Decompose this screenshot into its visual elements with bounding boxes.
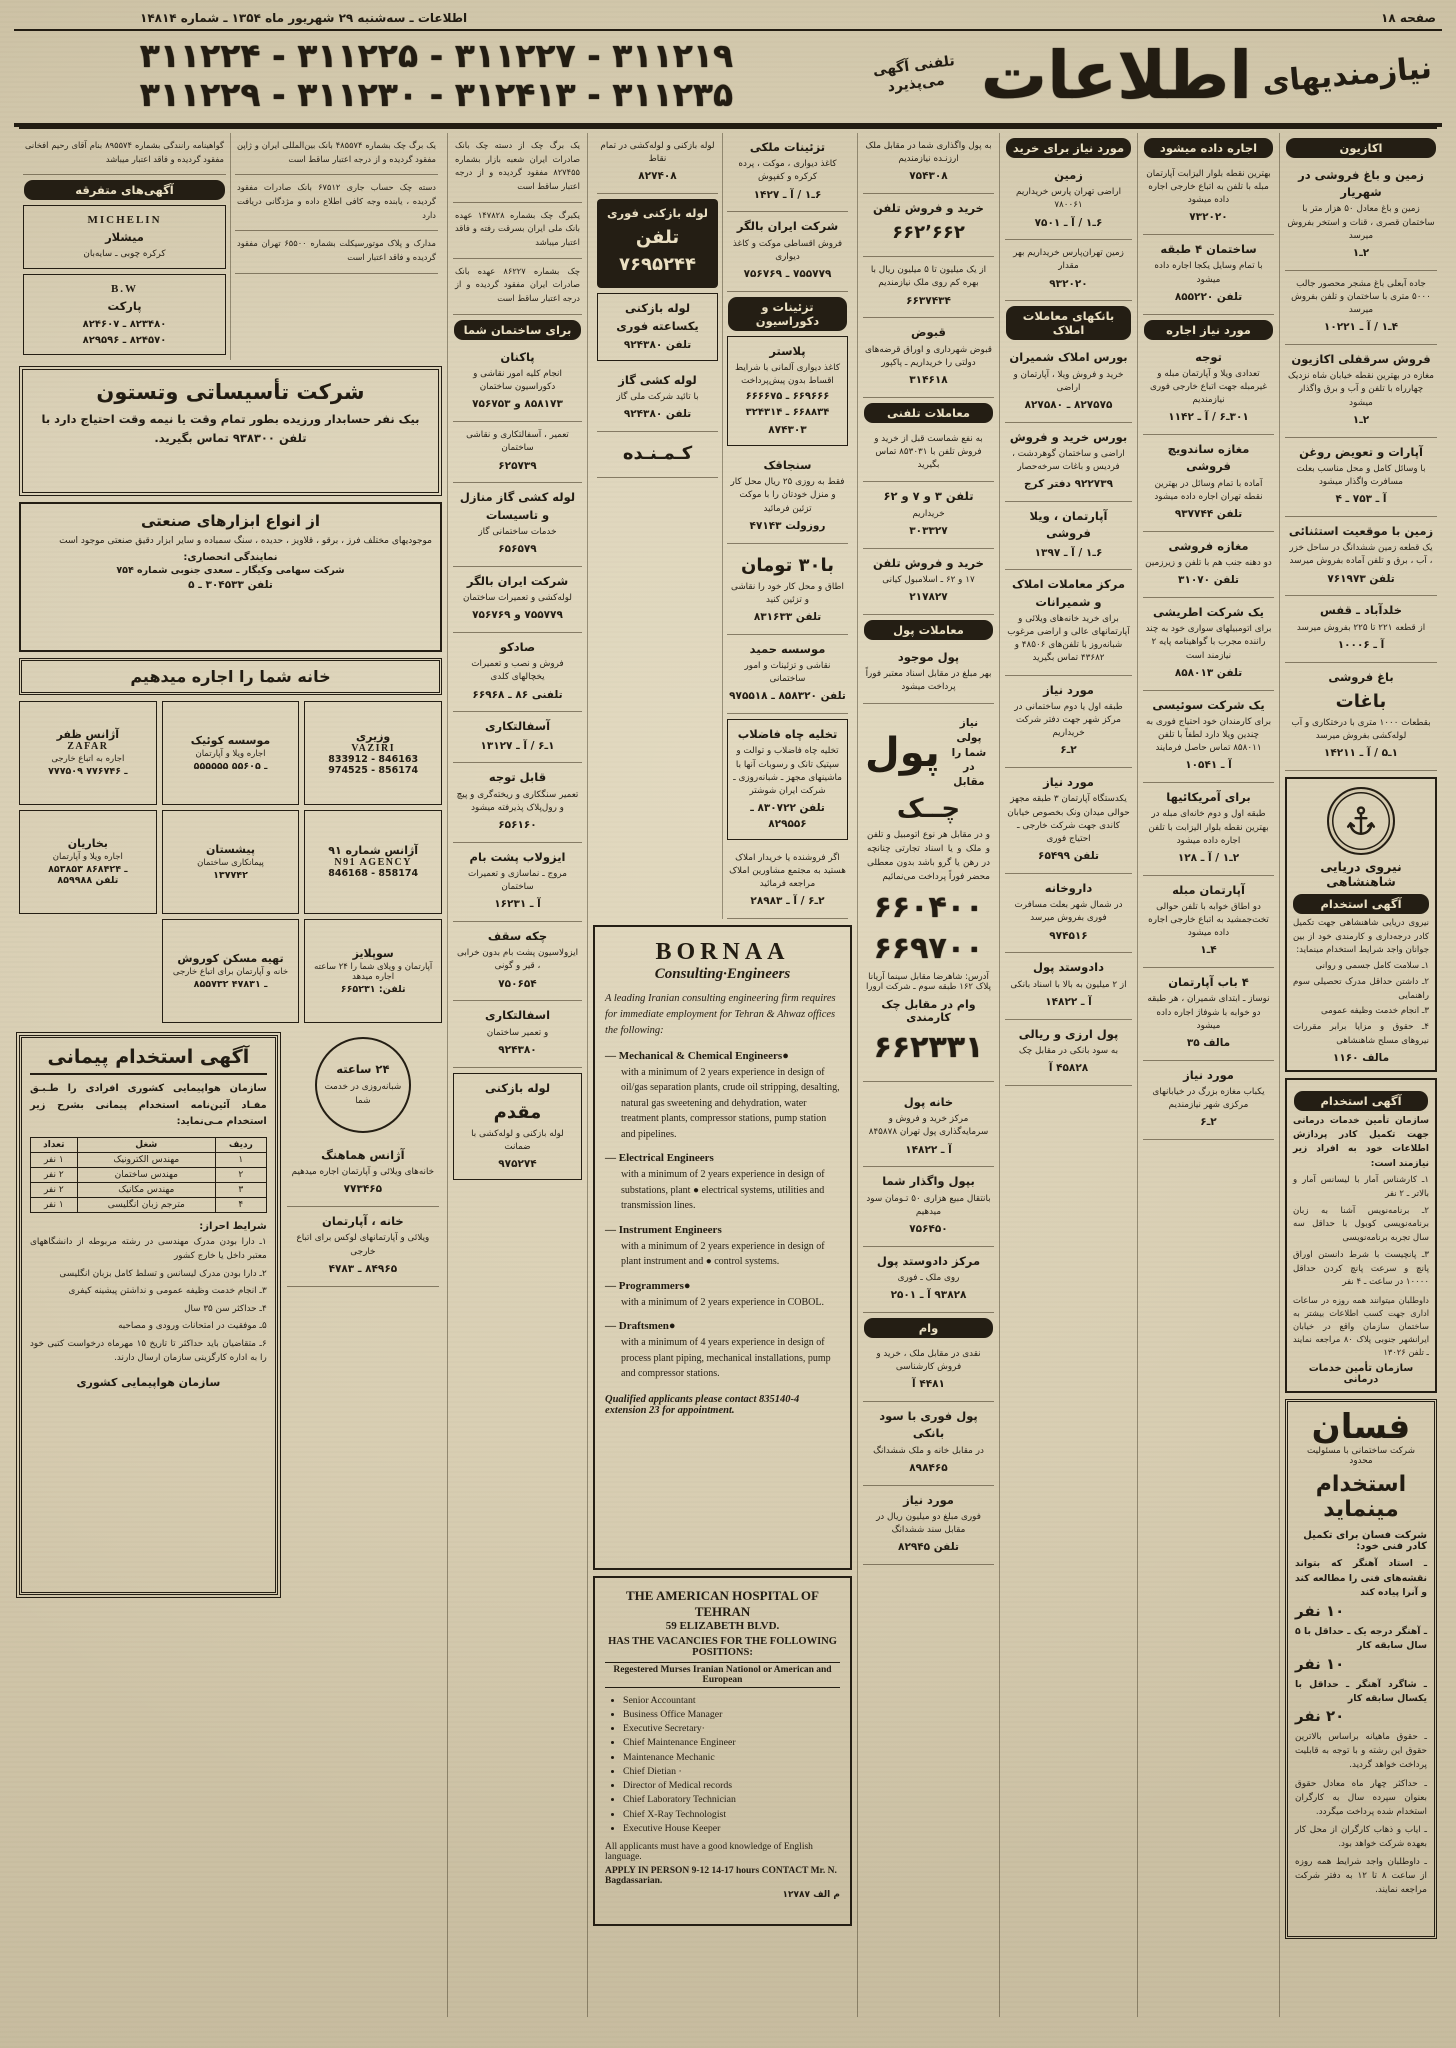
pool-phone-3: ۶۶۲۳۳۱: [873, 1030, 984, 1065]
column-lost-notices: [231, 133, 442, 360]
bornaa-section: [605, 1050, 840, 1143]
american-hospital-ad: [593, 1576, 852, 1926]
classified-ad: گواهینامه رانندگی بشماره ۸۹۵۵۷۴ بنام آقای رحیم افخانی مفقود گردیده و فاقد اعتبار میباشد: [23, 133, 226, 175]
navy-line: ۴ـ حقوق و مزایا برابر مقررات نیروهای مسلح شاهنشاهی: [1293, 1022, 1429, 1046]
agency-ad: [162, 701, 300, 805]
vtstun-accountant-ad: [19, 366, 442, 496]
agency-name: وزیری: [356, 729, 391, 743]
agency-ads-grid: [19, 701, 442, 1023]
hospital-position: • Senior Accountant: [623, 1694, 840, 1708]
navy-line: ۲ـ داشتن حداقل مدرک تحصیلی سوم راهنمایی: [1293, 976, 1429, 1001]
classified-ad: آپارتمان مبله دو اطاق خوابه با تلفن حوالی تخت‌جمشید به اتباع خارجی اجاره داده میشود ۴ـ۱: [1143, 876, 1274, 969]
navy-serial: مالف ۱۱۶۰: [1332, 1051, 1390, 1064]
peymani-col-count: تعداد: [31, 1137, 78, 1152]
agency-phone-2: 974525 - 856174: [328, 764, 419, 776]
hospital-position: • Business Office Manager: [623, 1708, 840, 1722]
money-loan-ad: [863, 710, 994, 1082]
hospital-position: • Chief Laboratory Technician: [623, 1793, 840, 1807]
classified-ad: داروخانه در شمال شهر بعلت مسافرت فوری بفروش میرسد ۹۷۴۵۱۶: [1005, 874, 1132, 953]
dateline: اطلاعات ـ سه‌شنبه ۲۹ شهریور ماه ۱۳۵۴ ـ شماره ۱۴۸۱۴: [140, 11, 468, 25]
agency-phone-1: ۱۳۷۷۴۲: [213, 869, 248, 881]
left-bottom-row: [19, 1029, 442, 1601]
masthead-pre-title: نیازمندیهای: [1260, 50, 1434, 101]
classified-ad: ۲۴ ساعته شبانه‌روزی در خدمت شما: [315, 1037, 411, 1133]
classified-ad: خانه ، آپارتمان ویلائی و آپارتمانهای لوکس برای اتباع خارجی ۸۴۹۶۵ ـ ۴۷۸۳: [287, 1207, 439, 1286]
classified-ad: لوله بازکنی فوری تلفن ۷۶۹۵۲۴۴: [597, 199, 718, 288]
section-header: تزئینات و دکوراسیون: [728, 297, 847, 331]
classified-ad: شرکت ایران بالگر فروش اقساطی موکت و کاغذ دیواری ۷۵۵۷۷۹ ـ ۷۵۶۷۶۹: [727, 212, 848, 291]
peymani-term: ۱ـ دارا بودن مدرک مهندسی در رشته مربوطه از دانشگاههای معتبر داخل یا خارج کشور: [30, 1236, 267, 1262]
bornaa-contact: Qualified applicants please contact 835140-4 extension 23 for appointment.: [605, 1393, 800, 1416]
agency-name: تهیه مسکن کوروش: [177, 951, 284, 965]
medical-services-hiring-ad: [1285, 1078, 1437, 1394]
rent-your-house-banner: [19, 658, 442, 695]
agency-phone-2: تلفن ۸۵۹۹۸۸: [57, 875, 119, 887]
classified-ad: B.W پارکت ۸۲۳۴۸۰ ـ ۸۲۴۶۰۷ ۸۲۴۵۷۰ ـ ۸۲۹۵۹۶: [23, 274, 226, 355]
classified-ad: مورد نیاز فوری مبلغ دو میلیون ریال در مقابل سند ششدانگ تلفن ۸۲۹۴۵: [863, 1486, 994, 1565]
navy-org-name: نیروی دریایی شاهنشاهی: [1320, 858, 1402, 889]
agency-ad: [304, 810, 442, 914]
classified-ad: ایزولاب پشت بام مروج ـ نماسازی و تعمیرات ساختمان آ ـ ۱۶۲۳۱: [453, 843, 582, 922]
bornaa-section-body: with a minimum of 2 years experience in design of oil/gas separation plants, crude oil stripping, desalting, natural gas sweetening and dehydration, water treatment plants, compressor stations, pump station and pipelines.: [621, 1066, 840, 1140]
classified-ad: اسفالتکاری و تعمیر ساختمان ۹۲۴۳۸۰: [453, 1001, 582, 1067]
classified-ad: زمین و باغ فروشی در شهریار زمین و باغ معادل ۵۰ هزار متر با ساختمان قصری ، قنات و استخر بفروش میرسد ۲ـ۱: [1285, 161, 1437, 271]
column-left-group: [14, 133, 448, 2017]
navy-hiring-ad: [1285, 777, 1437, 1072]
peymani-body: سازمان هواپیمایی کشوری افرادی را طـبـق مفـاد آئین‌نامه استخدام پیمانی بشرح زیر استخدام مـی‌نماید:: [30, 1082, 267, 1128]
hospital-position: • Chief X-Ray Technologist: [623, 1808, 840, 1822]
column-agency-small: [284, 1029, 442, 1601]
row-job: مترجم زبان انگلیسی: [77, 1197, 215, 1212]
abzar-title: از انواع ابزارهای صنعتی: [140, 511, 321, 530]
classified-ad: خلدآباد ـ قفس از قطعه ۲۲۱ تا ۲۲۵ بفروش میرسد آ ـ ۱۰۰۰۶: [1285, 596, 1437, 662]
classified-ad: دسته چک حساب جاری ۶۷۵۱۲ بانک صادرات مفقود گردیده ، یابنده وجه کافی اطلاع داده و مژدگانی دریافت دارد: [235, 175, 438, 231]
classified-ad: پول فوری با سود بانکی در مقابل خانه و ملک ششدانگ ۸۹۸۴۶۵: [863, 1402, 994, 1485]
row-job: مهندس ساختمان: [77, 1167, 215, 1182]
page-number: صفحه ۱۸: [1381, 11, 1436, 25]
row-index: ۴: [215, 1197, 266, 1212]
classified-ad: مرکز دادوستد پول روی ملک ـ فوری ۹۳۸۲۸ آ ـ ۲۵۰۱: [863, 1247, 994, 1313]
navy-line: ۱ـ سلامت کامل جسمی و روانی: [1315, 961, 1429, 972]
row-count: ۲ نفر: [31, 1167, 78, 1182]
agency-name: بخاریان: [67, 837, 108, 851]
classified-ad: بهترین نقطه بلوار الیزابت آپارتمان مبله با تلفن به اتباع خارجی اجاره داده میشود ۷۳۲۰۲۰: [1143, 161, 1274, 235]
classified-ad: دادوستد پول از ۲ میلیون به بالا با اسناد بانکی آ ـ ۱۴۸۲۲: [1005, 953, 1132, 1019]
classified-ad: پول ارزی و ریالی به سود بانکی در مقابل چک ۴۵۸۲۸ آ: [1005, 1020, 1132, 1086]
classified-ad: مورد نیاز طبقه اول یا دوم ساختمانی در مرکز شهر جهت دفتر شرکت خریداریم ۲ـ۶: [1005, 676, 1132, 769]
fasan-hiring-ad: [1285, 1399, 1437, 1939]
vtstun-body: بیک نفر حسابدار ورزیده بطور تمام وقت یا نیمه وقت احتیاج دارد با تلفن ۹۳۸۳۰۰ تماس بگیرید.: [41, 411, 420, 446]
classified-ad: به نفع شماست قبل از خرید و فروش تلفن با ۸۵۳۰۳۱ تماس بگیرید: [863, 426, 994, 483]
industrial-tools-ad: [19, 502, 442, 652]
agency-blurb: اجاره ویلا و آپارتمان: [52, 852, 123, 863]
classified-ad: یکبرگ چک بشماره ۱۴۷۸۲۸ عهده بانک ملی ایران بسرقت رفته و فاقد اعتبار میباشد: [453, 203, 582, 259]
masthead-phones-row2: ۳۱۱۲۲۹ - ۳۱۱۲۳۰ - ۳۱۲۴۱۳ - ۳۱۱۲۳۵: [139, 74, 734, 114]
peymani-term: ۶ـ متقاضیان باید حداکثر تا تاریخ ۱۵ مهرماه درخواست کتبی خود را به اداره کارگزینی سازمان ارسال دارند.: [30, 1338, 267, 1364]
hospital-address: 59 ELIZABETH BLVD.: [665, 1619, 780, 1632]
bornaa-section: [605, 1152, 840, 1214]
classified-ad: مغازه فروشی دو دهنه جنب هم با تلفن و زیرزمین تلفن ۳۱۰۷۰: [1143, 532, 1274, 598]
hospital-position: • Chief Maintenance Engineer: [623, 1736, 840, 1750]
agency-name: آژانس شماره ۹۱: [328, 844, 419, 858]
vtstun-title: شرکت تأسیساتی وتستون: [96, 379, 365, 404]
fasan-roles: [1295, 1557, 1427, 1725]
classified-ad: موسسه حمید نقاشی و تزئینات و امور ساختمانی تلفن ۸۵۸۳۲۰ ـ ۹۷۵۵۱۸: [727, 635, 848, 714]
classified-ad: لوله بازکنی و لوله‌کشی در تمام نقاط ۸۲۷۴۰۸: [597, 133, 718, 194]
center-display-ads: [593, 925, 852, 1926]
agency-name: آژانس ظفر: [56, 728, 120, 742]
agency-latin-name: ZAFAR: [67, 741, 109, 753]
masthead-accepts-note: تلفنی آگهی می‌پذیرد: [871, 53, 956, 96]
hospital-position: • Director of Medical records: [623, 1779, 840, 1793]
table-row: [31, 1182, 267, 1197]
bornaa-section-body: with a minimum of 2 years experience in design of substations, plant ● electrical systems, utilities and transmission lines.: [621, 1169, 825, 1212]
classified-ad: توجه تعدادی ویلا و آپارتمان مبله و غیرمبله جهت اتباع خارجی فوری نیازمندیم ۳۰۱ـ۶ / آ ـ ۱۱۴۲: [1143, 343, 1274, 436]
peymani-term: ۵ـ موفقیت در امتحانات ورودی و مصاحبه: [118, 1321, 267, 1332]
fasan-note: ـ حداکثر چهار ماه معادل حقوق بعنوان سپرده سال به کارگران استخدام شده پرداخت میگردد.: [1295, 1778, 1427, 1817]
anchor-icon: [1344, 804, 1378, 838]
section-header: بانکهای معاملات املاک: [1006, 306, 1131, 340]
classified-ad: شرکت ایران بالگر لوله‌کشی و تعمیرات ساختمان ۷۵۵۷۷۹ و ۷۵۶۷۶۹: [453, 567, 582, 633]
agency-blurb: اجاره ویلا و آپارتمان: [195, 748, 266, 759]
classified-ad: با۳۰ تومان اطاق و محل کار خود را نقاشی و تزئین کنید تلفن ۸۳۱۶۳۳: [727, 544, 848, 635]
agency-blurb: خانه و آپارتمان برای اتباع خارجی: [172, 966, 289, 977]
bornaa-section: [605, 1224, 840, 1270]
bornaa-intro: A leading Iranian consulting engineering firm requires for immediate employment for Tehran & Ahwaz offices the following:: [605, 992, 836, 1037]
agency-phone-1: تلفن: ۶۶۵۲۳۱: [340, 983, 406, 995]
classified-ad: کـمـنـده: [597, 432, 718, 478]
left-display-ads: [19, 366, 442, 1023]
agency-ad: [162, 919, 300, 1023]
column-plumbing: [593, 133, 723, 919]
classified-ad: چکه سقف ایزولاسیون پشت بام بدون خرابی ، قیر و گونی ۷۵۰۶۵۴: [453, 922, 582, 1001]
classified-ad: ساختمان ۴ طبقه با تمام وسایل یکجا اجاره داده میشود تلفن ۸۵۵۲۲۰: [1143, 235, 1274, 314]
classified-ad: مدارک و پلاک موتورسیکلت بشماره ۶۵۵۰۰ تهران مفقود گردیده و فاقد اعتبار است: [235, 231, 438, 273]
masthead-phones: [24, 37, 849, 115]
darman-item: ۲ـ برنامه‌نویس آشنا به زبان برنامه‌نویسی کوبول با حداقل سه سال تجربه برنامه‌نویسی: [1293, 1205, 1429, 1244]
classified-ad: لوله بازکنی مقدم لوله بازکنی و لوله‌کشی با ضمانت ۹۷۵۲۷۴: [453, 1073, 582, 1180]
bornaa-section-body: with a minimum of 2 years experience in COBOL.: [621, 1296, 825, 1308]
hospital-name: THE AMERICAN HOSPITAL OF TEHRAN: [626, 1587, 819, 1619]
classified-ad: آژانس هماهنگ خانه‌های ویلائی و آپارتمان اجاره میدهیم ۷۷۳۴۶۵: [287, 1141, 439, 1207]
fasan-subtitle: شرکت ساختمانی با مسئولیت محدود: [1307, 1446, 1415, 1467]
masthead-title: اطلاعات: [980, 36, 1252, 114]
section-header: آگهی‌های متفرقه: [24, 180, 225, 200]
fasan-role-count: ۱۰ نفر: [1295, 1654, 1345, 1673]
civil-aviation-hiring-ad: [19, 1035, 278, 1595]
agency-name: سوپلایز: [352, 946, 394, 960]
fasan-headline: استخدام مینماید: [1315, 1472, 1407, 1523]
fasan-notes: [1295, 1730, 1427, 1897]
classified-ad: آپارتمان ، ویلا فروشی ۶ـ۱ / آ ـ ۱۳۹۷: [1005, 502, 1132, 570]
peymani-signature: سازمان هواپیمایی کشوری: [76, 1375, 221, 1389]
pool-word: پول: [865, 730, 940, 777]
row-count: ۲ نفر: [31, 1182, 78, 1197]
classified-ad: قابل توجه تعمیر سنگکاری و ریخته‌گری و پیچ و رول‌پلاک پذیرفته میشود ۶۵۶۱۶۰: [453, 763, 582, 842]
classified-ad: بورس املاک شمیران خرید و فروش ویلا ، آپارتمان و اراضی ۸۲۷۵۷۵ ـ ۸۲۷۵۸۰: [1005, 343, 1132, 422]
column-misc-ads: [19, 133, 231, 360]
column-decor: [723, 133, 852, 919]
fasan-note: ـ ایاب و ذهاب کارگران از محل کار بعهده شرکت خواهد بود.: [1295, 1824, 1427, 1849]
row-count: ۱ نفر: [31, 1197, 78, 1212]
left-minis: [19, 133, 442, 360]
agency-phone-1: ۸۵۵۷۳۲ ـ ۴۷۸۳۱: [193, 978, 268, 990]
fasan-name: فسان: [1311, 1407, 1411, 1448]
classified-ad: تلفن ۳ و ۷ و ۶۲ خریداریم ۳۰۳۳۲۷: [863, 482, 994, 548]
fasan-role-count: ۱۰ نفر: [1295, 1601, 1345, 1620]
darman-item: ۱ـ کارشناس آمار با لیسانس آمار و بالاتر ـ ۲ نفر: [1293, 1175, 1429, 1199]
agency-phone-1: ۸۵۳۸۵۳ ـ ۸۶۸۴۲۴: [48, 864, 128, 876]
classified-ad: اگر فروشنده یا خریدار املاک هستید به مجتمع مشاورین املاک مراجعه فرمائید ۲ـ۶ / آ ـ ۲۸۹۸۳: [727, 845, 848, 919]
peymani-title: آگهی استخدام پیمانی: [30, 1046, 267, 1075]
classified-ad: یک برگ چک بشماره ۴۸۵۵۷۴ بانک بین‌المللی ایران و ژاپن مفقود گردیده و از درجه اعتبار ساقط است: [235, 133, 438, 175]
classified-ad: سنجاقک فقط به روزی ۲۵ ریال محل کار و منزل خودتان را با موکت تزئین فرمائید روزولت ۴۷۱۴۳: [727, 451, 848, 544]
bornaa-section-head: — Draftsmen●: [605, 1320, 676, 1333]
classified-ad: مرکز معاملات املاک و شمیرانات برای خرید خانه‌های ویلائی و آپارتمانهای عالی و اراضی مرغوب شبانه‌روز با تلفن‌های ۴۸۵۰۶ و ۴۳۶۸۲ تماس بگیرید: [1005, 570, 1132, 675]
classified-ad: زمین با موقعیت استثنائی یک قطعه زمین ششدانگ در ساحل خزر ، آب ، برق و تلفن آماده بفروش میرسد تلفن ۷۶۱۹۷۳: [1285, 517, 1437, 596]
agency-ad: [304, 919, 442, 1023]
peymani-terms-head: شرایط احراز:: [199, 1220, 267, 1232]
row-index: ۳: [215, 1182, 266, 1197]
fasan-role: [1295, 1557, 1427, 1619]
row-index: ۱: [215, 1152, 266, 1167]
darman-item: ۳ـ پانچیست با شرط دانستن اوراق پانچ و سرعت پانچ کردن حداقل ۱۰۰۰۰ در ساعت ـ ۴ نفر: [1293, 1249, 1429, 1288]
bornaa-sections: [605, 1050, 840, 1382]
agency-latin-name: VAZIRI: [351, 742, 396, 754]
classified-columns: [14, 133, 1442, 2017]
classified-ad: زمین اراضی تهران پارس خریداریم ۷۸۰۰۶۱ ۶ـ۱ / آ ـ ۷۵۰۱: [1005, 161, 1132, 240]
bornaa-tagline: Consulting·Engineers: [654, 965, 791, 982]
classified-ad: خانه پول مرکز خرید و فروش و سرمایه‌گذاری پول تهران ۸۴۵۸۷۸ آ ـ ۱۴۸۲۲: [863, 1088, 994, 1167]
bornaa-consulting-ad: [593, 925, 852, 1570]
hospital-position: • Maintenance Mechanic: [623, 1751, 840, 1765]
classified-ad: برای آمریکائیها طبقه اول و دوم خانه‌ای مبله در بهترین نقطه بلوار الیزابت با تلفن اجاره داده میشود ۲ـ۱ / آ ـ ۱۲۸: [1143, 783, 1274, 876]
hospital-nurses-line: Regestered Murses Iranian Nationol or American and European: [605, 1662, 840, 1688]
bornaa-section-head: — Programmers●: [605, 1279, 691, 1292]
agency-blurb: آپارتمان و ویلای شما را ۲۴ ساعته اجاره میدهد: [314, 961, 433, 982]
classified-ad: مورد نیاز یکباب مغازه بزرگ در خیابانهای مرکزی شهر نیازمندیم ۲ـ۶: [1143, 1061, 1274, 1140]
top-strip: [14, 10, 1442, 31]
classified-ad: پول موجود بهر مبلغ در مقابل اسناد معتبر فوراً پرداخت میشود: [863, 643, 994, 705]
agency-blurb: پیمانکاری ساختمان: [197, 857, 264, 868]
section-header: معاملات پول: [864, 620, 993, 640]
row-count: ۱ نفر: [31, 1152, 78, 1167]
pool-phone-2: ۶۶۹۷۰۰: [873, 931, 984, 966]
agency-latin-name: N91 AGENCY: [334, 857, 412, 869]
banner-text: خانه شما را اجاره میدهیم: [130, 666, 331, 686]
agency-phone-1: ۷۷۷۵۰۹ ـ ۷۷۶۷۴۶: [48, 766, 128, 778]
bornaa-section: [605, 1320, 840, 1382]
agency-ad: [19, 701, 157, 805]
classified-ad: پلاستر کاغذ دیواری آلمانی با شرایط اقساط بدون پیش‌پرداخت ۶۶۹۶۶۶ ـ ۶۶۶۶۷۵ ۶۶۸۸۳۴ ـ ۳۲۴۳۱۴ ۸۷۴۳۰۳: [727, 336, 848, 446]
classified-ad: MICHELIN میشلار کرکره چوبی ـ سایه‌بان: [23, 205, 226, 269]
abzar-body: موجودیهای مختلف فرز ، برقو ، قلاویز ، حدیده ، سنگ سمباده و سایر ابزار دقیق صنعتی موجود است: [59, 535, 432, 546]
pool-headline-row: [865, 716, 992, 789]
classified-ad: قبوض قبوض شهرداری و اوراق قرضه‌های دولتی را خریداریم ـ پاکپور ۳۱۴۶۱۸: [863, 318, 994, 397]
table-row: [31, 1152, 267, 1167]
classified-ad: لوله کشی گاز منازل و تاسیسات خدمات ساختمانی گاز ۶۵۶۵۷۹: [453, 483, 582, 566]
row-job: مهندس مکانیک: [77, 1182, 215, 1197]
bornaa-section-body: with a minimum of 2 years experience in design of plant instrument and ● control systems.: [621, 1240, 825, 1268]
agency-phone-1: 833912 - 846163: [328, 753, 419, 765]
bornaa-section-body: with a minimum of 4 years experience in design of process plant piping, mechanical installations, pump and compressor stations.: [621, 1337, 831, 1380]
hospital-serial: م الف ۱۲۷۸۷: [782, 1889, 840, 1900]
darman-header: آگهی استخدام: [1294, 1091, 1428, 1111]
classified-ad: خرید و فروش تلفن ۶۶۲٬۶۶۲: [863, 194, 994, 257]
masthead-phones-row1: ۳۱۱۲۲۴ - ۳۱۱۲۲۵ - ۳۱۱۲۲۷ - ۳۱۱۲۱۹: [139, 36, 734, 75]
navy-body: [1292, 917, 1430, 1049]
bornaa-section-head: — Electrical Engineers: [605, 1152, 714, 1165]
classified-ad: مورد نیاز یکدستگاه آپارتمان ۳ طبقه مجهز حوالی میدان ونک بخصوص خیابان کاندی جهت شرکت خارجی ـ احتیاج فوری تلفن ۶۵۴۹۹: [1005, 768, 1132, 874]
navy-ad-header: آگهی استخدام: [1293, 894, 1429, 914]
fasan-role-text: ـ شاگرد آهنگر ـ حداقل با یکسال سابقه کار: [1295, 1678, 1427, 1704]
table-row: [31, 1197, 267, 1212]
peymani-table: [30, 1137, 267, 1213]
navy-line: ۳ـ انجام خدمت وظیفه عمومی: [1320, 1006, 1429, 1017]
classified-ad: مغازه ساندویچ فروشی آماده با تمام وسائل در بهترین نقطه تهران اجاره داده میشود تلفن ۹۳۷۷۴۴: [1143, 435, 1274, 532]
classified-ad: تزئینات ملکی کاغذ دیواری ، موکت ، پرده کرکره و کفپوش ۶ـ۱ / آ ـ ۱۴۲۷: [727, 133, 848, 212]
column-okazion: [1280, 133, 1442, 2017]
darman-signature: سازمان تأمین خدمات درمانی: [1308, 1363, 1414, 1386]
pool-lead-text: نیاز پولی شما را در مقابل: [951, 717, 987, 789]
peymani-col-job: شغل: [77, 1137, 215, 1152]
hospital-positions: [623, 1694, 840, 1836]
classified-ad: به پول واگذاری شما در مقابل ملک ارزنـده نیازمندیم ۷۵۴۳۰۸: [863, 133, 994, 194]
agency-name: پیشستان: [205, 842, 256, 856]
classified-ad: صادکو فروش و نصب و تعمیرات یخچالهای کلدی تلفنی ۸۶ ـ ۶۶۹۶۸: [453, 633, 582, 712]
section-header: برای ساختمان شما: [454, 320, 581, 340]
center-minis: [593, 133, 852, 919]
agency-phone-1: 846168 - 858174: [328, 868, 419, 880]
bornaa-section-head: — Mechanical & Chemical Engineers●: [605, 1049, 789, 1062]
classified-ad: فروش سرقفلی اکازیون مغازه در بهترین نقطه خیابان شاه نزدیک چهارراه با تلفن و آب و برق واگذار میشود ۲ـ۱: [1285, 345, 1437, 438]
abzar-agent-label: نمایندگی انحصاری:: [183, 552, 278, 564]
section-header: مورد نیاز برای خرید: [1006, 138, 1131, 158]
fasan-role-count: ۲۰ نفر: [1295, 1707, 1345, 1726]
abzar-company: شرکت سهامی وکیگار ـ سعدی جنوبی شماره ۷۵۴: [116, 565, 345, 577]
masthead-title-block: [980, 36, 1434, 114]
agency-ad: [304, 701, 442, 805]
fasan-role-text: ـ استاد آهنگر که بتواند نقشه‌های فنی را مطالعه کند و آنرا پیاده کند: [1295, 1558, 1427, 1599]
peymani-term: ۳ـ انجام خدمت وظیفه عمومی و نداشتن پیشینه کیفری: [68, 1286, 267, 1297]
pool-phone-1: ۶۶۰۴۰۰: [873, 890, 984, 925]
pool-loan-line: وام در مقابل چک کارمندی: [881, 998, 976, 1024]
abzar-phone: تلفن ۳۰۴۵۳۳ ـ ۵: [188, 579, 273, 592]
agency-ad: [162, 810, 300, 914]
pool-body: و در مقابل هر نوع اتومبیل و تلفن و ملک و یا اسناد تجارتی چنانچه در رهن یا گرو باشد بدون معطلی محضر فوراً پرداخت می‌نمائیم: [867, 829, 990, 882]
classified-ad: نقدی در مقابل ملک ، خرید و فروش کارشناسی ۴۴۸۱ آ: [863, 1341, 994, 1402]
navy-line: نیروی دریایی شاهنشاهی جهت تکمیل کادر درجه‌داری و کارمندی خود از بین جوانان واجد شرایط استخدام مینماید:: [1293, 917, 1429, 956]
hospital-vacancies-line: HAS THE VACANCIES FOR THE FOLLOWING POSITIONS:: [608, 1635, 837, 1658]
column-center-group: [588, 133, 858, 2017]
classified-ad: ۴ باب آپارتمان نوساز ـ ابتدای شمیران ، هر طبقه دو خوابه با شوفاژ اجاره داده میشود مالف ۳۵: [1143, 968, 1274, 1061]
bornaa-section: [605, 1280, 840, 1311]
classified-ad: جاده آبعلی باغ مشجر محصور جالب ۵۰۰۰ متری با ساختمان و تلفن بفروش میرسد ۴ـ۱ / آ ـ ۱۰۲۲۱: [1285, 271, 1437, 345]
section-header: اجاره داده میشود: [1144, 138, 1273, 158]
peymani-term: ۴ـ حداکثر سن ۳۵ سال: [184, 1303, 267, 1314]
classified-ad: آسفالتکاری ۱ـ۶ / آ ـ ۱۳۱۲۷: [453, 712, 582, 763]
agency-blurb: اجاره به اتباع خارجی: [51, 754, 125, 765]
pool-cheque-word: چــک: [896, 793, 961, 824]
hospital-position: • Executive Secretary·: [623, 1722, 840, 1736]
classified-ad: از یک میلیون تا ۵ میلیون ریال با بهره کم روی ملک نیازمندیم ۶۶۳۷۴۳۴: [863, 257, 994, 318]
navy-anchor-emblem-icon: [1327, 787, 1395, 855]
classified-ad: تعمیر ، آسفالتکاری و نقاشی ساختمان ۶۲۵۷۳۹: [453, 422, 582, 483]
classified-ad: لوله بازکنی یکساعته فوری تلفن ۹۲۴۳۸۰: [597, 293, 718, 360]
fasan-intro: شرکت فسان برای تکمیل کادر فنی خود:: [1303, 1530, 1427, 1553]
classified-ad: چک بشماره ۸۶۲۲۷ عهده بانک صادرات ایران مفقود گردیده و از درجه اعتبار ساقط است: [453, 259, 582, 315]
agency-ad: [19, 810, 157, 914]
fasan-role-text: ـ آهنگر درجه یک ـ حداقل با ۵ سال سابقه کار: [1295, 1625, 1427, 1652]
agency-phone-1: ۵۵۵۵۵۵ ـ ۵۵۶۰۵: [193, 760, 268, 772]
darman-intro: سازمان تأمین خدمات درمانی جهت تکمیل کادر پردازش اطلاعات خود به افراد زیر نیازمند است:: [1293, 1115, 1429, 1169]
classified-ad: آپارات و تعویض روغن با وسائل کامل و محل مناسب بعلت مسافرت واگذار میشود آ ـ ۷۵۳ ـ ۴: [1285, 438, 1437, 517]
agency-name: موسسه کوئیک: [190, 733, 271, 747]
section-header: معاملات تلفنی: [864, 403, 993, 423]
classified-ad: خرید و فروش تلفن ۱۷ و ۶۲ ـ اسلامبول کیانی ۲۱۷۸۲۷: [863, 549, 994, 615]
classified-ad: زمین تهران‌پارس خریداریم بهر مقدار ۹۳۲۰۲۰: [1005, 240, 1132, 301]
darman-foot: داوطلبان میتوانند همه روزه در ساعات اداری جهت کسب اطلاعات بیشتر به ساختمان سازمان واقع در خیابان ایرانشهر جنوبی پلاک ۸۰ مراجعه نمایند ـ تلفن ۱۳۰۲۶: [1293, 1295, 1430, 1357]
section-header: وام: [864, 1318, 993, 1338]
fasan-role: [1295, 1678, 1427, 1726]
table-row: [31, 1167, 267, 1182]
column-services: [448, 133, 588, 2017]
classified-ad: یک شرکت سوئیسی برای کارمندان خود احتیاج فوری به چندین ویلا دارد لطفاً با تلفن ۸۵۸۰۱۱ تماس حاصل فرمایند آ ـ ۱۰۵۴۱: [1143, 691, 1274, 784]
classified-ad: تخلیه چاه فاضلاب تخلیه چاه فاضلاب و توالت و سپتیک تانک و رسوبات آنها با ماشینهای مجهز ـ شبانه‌روزی ـ شرکت ایران شوشتر تلفن ۸۳۰۷۲۲ ـ ۸۲۹۵۵۶: [727, 719, 848, 840]
fasan-note: ـ حقوق ماهیانه براساس بالاترین حقوق این رشته و با توجه به قابلیت پرداخت خواهد گردید.: [1295, 1732, 1427, 1771]
bornaa-section-head: — Instrument Engineers: [605, 1223, 722, 1236]
hospital-position: • Chief Dietian ·: [623, 1765, 840, 1779]
fasan-role: [1295, 1625, 1427, 1673]
peymani-terms: [30, 1235, 267, 1366]
hospital-language-note: All applicants must have a good knowledge of English language.: [605, 1841, 813, 1862]
classified-ad: بورس خرید و فروش اراضی و ساختمان گوهردشت ، فردیس و باغات سرخه‌حصار ۹۲۲۷۳۹ دفتر کرج: [1005, 423, 1132, 502]
row-index: ۲: [215, 1167, 266, 1182]
classified-ad: یک شرکت اطریشی برای اتومبیلهای سواری خود به چند راننده مجرب با گواهینامه پایه ۲ نیازمند است تلفن ۸۵۸۰۱۳: [1143, 598, 1274, 691]
column-rent: [1138, 133, 1280, 2017]
fasan-note: ـ داوطلبان واجد شرایط همه روزه از ساعت ۸ تا ۱۲ به دفتر شرکت مراجعه نمایند.: [1295, 1856, 1427, 1895]
classified-ad: باغ فروشی باغات بقطعات ۱۰۰۰ متری با درختکاری و آب لوله‌کشی بفروش میرسد ۱ـ۵ / آ ـ ۱۴۲۱۱: [1285, 663, 1437, 771]
masthead: [14, 31, 1442, 127]
hospital-apply-line: APPLY IN PERSON 9-12 14-17 hours CONTACT Mr. N. Bagdassarian.: [605, 1865, 837, 1886]
classified-ad: پاکنان انجام کلیه امور نقاشی و دکوراسیون ساختمان ۸۵۸۱۷۳ و ۷۵۶۷۵۳: [453, 343, 582, 422]
column-money: [858, 133, 1000, 2017]
darman-items: [1293, 1174, 1429, 1290]
row-job: مهندس الکترونیک: [77, 1152, 215, 1167]
pool-address: آدرس: شاهرضا مقابل سینما آریانا پلاک ۱۶۲ طبقه سوم ـ شرکت ارورا: [865, 972, 992, 992]
classified-ad: یک برگ چک از دسته چک بانک صادرات ایران شعبه بازار بشماره ۸۲۷۴۵۵ مفقود گردیده و از درجه اعتبار ساقط است: [453, 133, 582, 203]
section-header: مورد نیاز اجاره: [1144, 320, 1273, 340]
classified-ad: لوله کشی گاز با تائید شرکت ملی گاز تلفن ۹۲۴۳۸۰: [597, 366, 718, 432]
peymani-term: ۲ـ دارا بودن مدرک لیسانس و تسلط کامل بزبان انگلیسی: [59, 1268, 267, 1279]
column-buy: [1000, 133, 1138, 2017]
bornaa-name: BORNAA: [655, 938, 790, 965]
classified-ad: بپول واگذار شما بانتقال مبیع هزاری ۵۰ تـومان سود میدهیم ۷۵۶۴۵۰: [863, 1167, 994, 1246]
section-header: اکازیون: [1286, 138, 1436, 158]
peymani-col-row: ردیف: [215, 1137, 266, 1152]
hospital-position: • Executive House Keeper: [623, 1822, 840, 1836]
